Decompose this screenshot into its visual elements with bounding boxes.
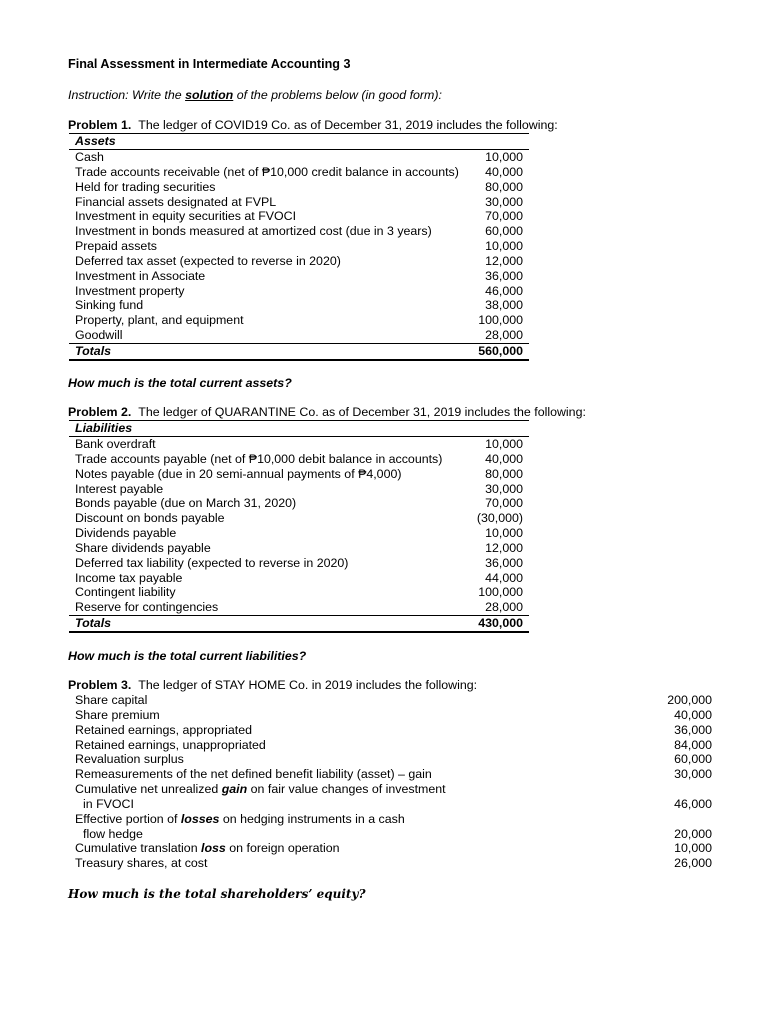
ledger-item: Dividends payable	[75, 526, 177, 541]
ledger-row	[69, 556, 529, 571]
item-label: Remeasurements of the net defined benefit liability (asset) – gain	[75, 767, 432, 782]
ledger-item: Financial assets designated at FVPL	[75, 194, 277, 209]
total-value: 560,000	[478, 343, 523, 358]
ledger-amount: 28,000	[485, 600, 523, 615]
label-emphasis: gain	[221, 782, 248, 797]
ledger-row	[69, 496, 529, 511]
ledger-total-row	[69, 343, 529, 361]
list-item	[75, 856, 715, 871]
problem3-list	[75, 693, 715, 871]
ledger-row	[69, 526, 529, 541]
ledger-row	[69, 467, 529, 482]
label-text: on foreign operation	[225, 841, 340, 856]
ledger-item: Investment property	[75, 283, 185, 298]
ledger-row	[69, 541, 529, 556]
ledger-amount: 38,000	[485, 298, 523, 313]
item-amount: 60,000	[674, 752, 712, 767]
ledger-row	[69, 585, 529, 600]
ledger-row	[69, 254, 529, 269]
ledger-row	[69, 328, 529, 343]
problem2-question: How much is the total current liabilities?	[68, 649, 307, 663]
list-item	[75, 782, 715, 812]
total-label: Totals	[75, 616, 112, 631]
ledger-item: Bank overdraft	[75, 437, 156, 451]
ledger-row	[69, 571, 529, 586]
ledger-total-row	[69, 615, 529, 633]
ledger-rows	[69, 150, 529, 343]
ledger-item: Prepaid assets	[75, 239, 157, 254]
ledger-item: Investment in bonds measured at amortized cost (due in 3 years)	[75, 224, 432, 239]
item-label: Retained earnings, appropriated	[75, 722, 253, 737]
item-amount: 10,000	[674, 841, 712, 856]
ledger-item: Contingent liability	[75, 585, 176, 600]
ledger-row	[69, 511, 529, 526]
ledger-item: Notes payable (due in 20 semi-annual payments of ₱4,000)	[75, 466, 402, 481]
list-item	[75, 767, 715, 782]
ledger-row	[69, 482, 529, 497]
problem2-label: Problem 2.	[68, 405, 132, 419]
problem1-intro	[68, 118, 558, 132]
ledger-amount: 60,000	[485, 224, 523, 239]
ledger-row	[69, 284, 529, 299]
item-label: Revaluation surplus	[75, 752, 184, 767]
ledger-row	[69, 180, 529, 195]
item-label	[75, 782, 715, 812]
label-emphasis: losses	[180, 811, 220, 826]
ledger-amount: 12,000	[485, 540, 523, 555]
list-item	[75, 812, 715, 842]
ledger-amount: 80,000	[485, 466, 523, 481]
ledger-item: Goodwill	[75, 328, 123, 343]
item-amount: 200,000	[667, 693, 712, 707]
ledger-section-heading: Assets	[69, 133, 529, 150]
item-label	[75, 841, 340, 855]
ledger-amount: 36,000	[485, 555, 523, 570]
problem3-question: How much is the total shareholders’ equity?	[68, 887, 366, 901]
ledger-row	[69, 150, 529, 165]
ledger-row	[69, 209, 529, 224]
problem1-ledger	[69, 133, 529, 361]
problem1-label: Problem 1.	[68, 118, 132, 132]
list-item	[75, 752, 715, 767]
instruction-line	[68, 88, 442, 102]
label-text: on hedging instruments in a cash	[219, 811, 405, 826]
problem3-label: Problem 3.	[68, 678, 132, 692]
list-item	[75, 693, 715, 708]
problem3-text: The ledger of STAY HOME Co. in 2019 includes the following:	[138, 678, 478, 692]
ledger-amount: 40,000	[485, 164, 523, 179]
item-amount: 46,000	[674, 796, 712, 811]
ledger-item: Deferred tax asset (expected to reverse in 2020)	[75, 253, 341, 268]
instruction-prefix: Instruction: Write the	[68, 88, 186, 102]
problem1-text: The ledger of COVID19 Co. as of December 31, 2019 includes the following:	[138, 118, 558, 132]
item-label	[75, 812, 715, 842]
ledger-item: Trade accounts payable (net of ₱10,000 debit balance in accounts)	[75, 451, 443, 466]
label-emphasis: loss	[201, 841, 226, 856]
instruction-keyword: solution	[185, 88, 234, 102]
ledger-row	[69, 313, 529, 328]
ledger-row	[69, 239, 529, 254]
total-value: 430,000	[478, 616, 523, 631]
list-item	[75, 723, 715, 738]
ledger-amount: 10,000	[485, 150, 523, 164]
ledger-amount: 70,000	[485, 496, 523, 511]
ledger-item: Investment in Associate	[75, 268, 206, 283]
item-amount: 40,000	[674, 707, 712, 722]
item-amount: 20,000	[674, 826, 712, 841]
ledger-item: Interest payable	[75, 481, 164, 496]
ledger-amount: 30,000	[485, 194, 523, 209]
ledger-row	[69, 437, 529, 452]
ledger-row	[69, 224, 529, 239]
ledger-item: Bonds payable (due on March 31, 2020)	[75, 496, 297, 511]
ledger-row	[69, 298, 529, 313]
item-label: Share premium	[75, 707, 160, 722]
ledger-item: Discount on bonds payable	[75, 511, 225, 526]
total-label: Totals	[75, 343, 112, 358]
ledger-row	[69, 452, 529, 467]
label-text: Cumulative net unrealized	[75, 782, 222, 797]
ledger-item: Deferred tax liability (expected to reverse in 2020)	[75, 555, 349, 570]
ledger-item: Property, plant, and equipment	[75, 313, 244, 328]
ledger-amount: 30,000	[485, 481, 523, 496]
ledger-amount: 100,000	[478, 585, 523, 600]
ledger-item: Reserve for contingencies	[75, 600, 219, 615]
label-continuation: flow hedge	[83, 826, 143, 841]
item-label: Retained earnings, unappropriated	[75, 737, 266, 752]
ledger-item: Held for trading securities	[75, 179, 216, 194]
ledger-row	[69, 195, 529, 210]
problem1-question: How much is the total current assets?	[68, 376, 292, 390]
ledger-amount: 44,000	[485, 570, 523, 585]
item-amount: 30,000	[674, 767, 712, 782]
ledger-amount: 80,000	[485, 179, 523, 194]
ledger-rows	[69, 437, 529, 615]
equity-rows	[75, 693, 715, 782]
list-item	[75, 708, 715, 723]
ledger-row	[69, 269, 529, 284]
item-amount: 36,000	[674, 722, 712, 737]
problem2-ledger	[69, 420, 529, 633]
item-amount: 26,000	[674, 856, 712, 871]
ledger-item: Cash	[75, 150, 104, 164]
ledger-item: Trade accounts receivable (net of ₱10,000 credit balance in accounts)	[75, 164, 459, 179]
ledger-item: Share dividends payable	[75, 540, 211, 555]
item-label: Treasury shares, at cost	[75, 856, 208, 871]
ledger-amount: 10,000	[485, 526, 523, 541]
ledger-amount: 46,000	[485, 283, 523, 298]
list-item	[75, 738, 715, 753]
ledger-amount: 100,000	[478, 313, 523, 328]
ledger-amount: 40,000	[485, 451, 523, 466]
problem2-intro	[68, 405, 586, 419]
ledger-amount: 10,000	[485, 239, 523, 254]
ledger-item: Investment in equity securities at FVOCI	[75, 209, 297, 224]
document-title: Final Assessment in Intermediate Accounting 3	[68, 57, 351, 71]
ledger-item: Sinking fund	[75, 298, 144, 313]
ledger-amount: 36,000	[485, 268, 523, 283]
ledger-section-heading: Liabilities	[69, 420, 529, 437]
item-amount: 84,000	[674, 737, 712, 752]
ledger-amount: 10,000	[485, 437, 523, 451]
ledger-amount: 28,000	[485, 328, 523, 343]
ledger-item: Income tax payable	[75, 570, 183, 585]
instruction-suffix: of the problems below (in good form):	[233, 88, 442, 102]
ledger-amount: (30,000)	[476, 511, 523, 526]
ledger-amount: 12,000	[485, 253, 523, 268]
label-text: Effective portion of	[75, 811, 181, 826]
item-label: Share capital	[75, 693, 148, 707]
problem3-intro	[68, 678, 477, 692]
ledger-row	[69, 165, 529, 180]
label-text: Cumulative translation	[75, 841, 202, 856]
problem2-text: The ledger of QUARANTINE Co. as of December 31, 2019 includes the following:	[138, 405, 586, 419]
ledger-amount: 70,000	[485, 209, 523, 224]
list-item	[75, 841, 715, 856]
label-text: on fair value changes of investment	[247, 782, 446, 797]
ledger-row	[69, 600, 529, 615]
label-continuation: in FVOCI	[83, 796, 134, 811]
